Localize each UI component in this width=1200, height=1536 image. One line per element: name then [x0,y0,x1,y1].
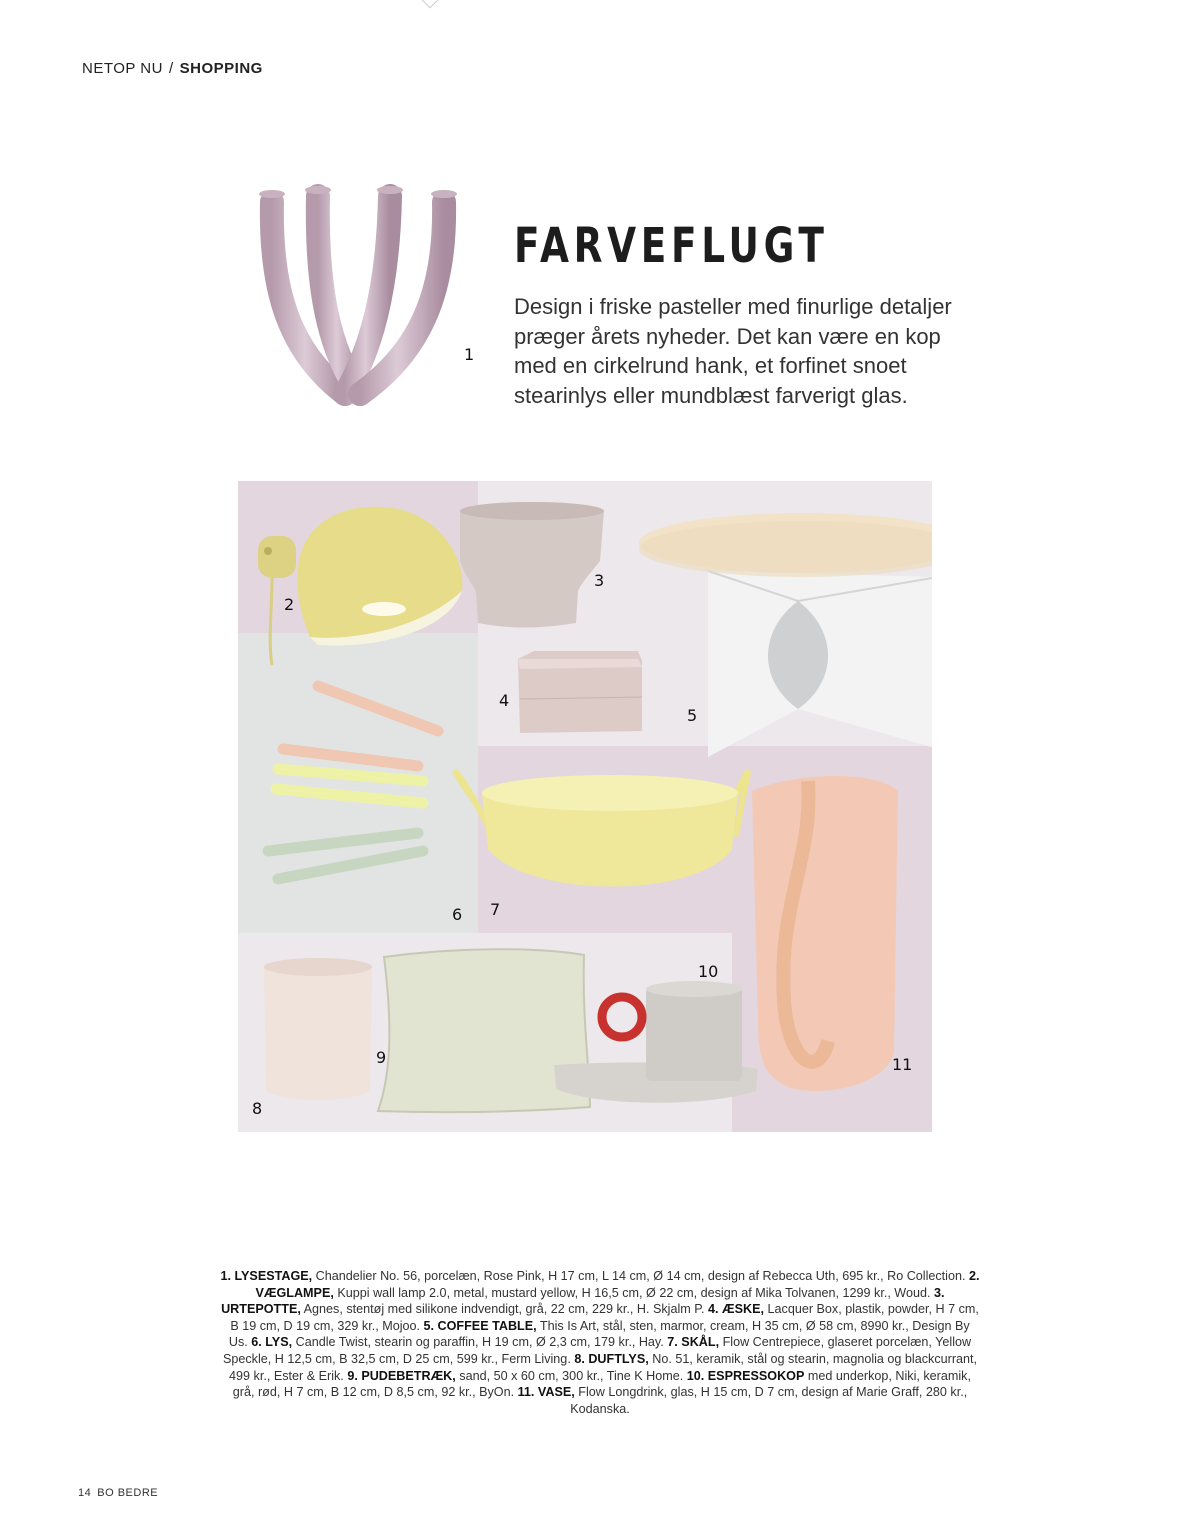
speckle-bowl-image [456,772,748,887]
item-number-1: 1 [464,345,475,364]
page-number: 14 [78,1487,92,1499]
credit-text: Flow Centrepiece, glaseret porcelæn, Yellow Speckle, H 12,5 cm, B 32,5 cm, D 25 cm, 599 kr., Ferm Living. [222,1335,972,1366]
twist-candles-image [268,686,438,879]
credit-text: sand, 50 x 60 cm, 300 kr., Tine K Home. [455,1368,687,1383]
credit-label: 2. VÆGLAMPE, [255,1269,980,1300]
credit-label: 6. LYS, [251,1335,293,1350]
scented-candle-image [264,958,372,1100]
breadcrumb-category: SHOPPING [179,60,263,77]
page-folio [78,1487,164,1499]
product-credits [220,1268,980,1417]
credit-text: Agnes, stentøj med silikone indvendigt, grå, 22 cm, 229 kr., H. Skjalm P. [300,1302,709,1317]
credit-text: Chandelier No. 56, porcelæn, Rose Pink, H 17 cm, L 14 cm, Ø 14 cm, design af Rebecca Uth, 695 kr., Ro Collection. [312,1269,969,1283]
item-number-9: 9 [376,1048,387,1067]
candelabra-image [250,182,480,418]
credit-text: This Is Art, stål, sten, marmor, cream, H 35 cm, Ø 58 cm, 8990 kr., Design By Us. [228,1318,970,1350]
breadcrumb [82,60,263,77]
credit-text: med underkop, Niki, keramik, grå, rød, H 7 cm, B 12 cm, D 8,5 cm, 92 kr., ByOn. [232,1368,971,1400]
item-number-6: 6 [452,905,463,924]
item-number-5: 5 [687,706,698,725]
longdrink-vase-image [752,776,898,1091]
credit-text: Candle Twist, stearin og paraffin, H 19 cm, Ø 2,3 cm, 179 kr., Hay. [292,1335,668,1350]
credit-label: 5. COFFEE TABLE, [423,1318,537,1333]
item-number-7: 7 [490,900,501,919]
credit-label: 10. ESPRESSOKOP [686,1368,805,1383]
credit-text: Lacquer Box, plastik, powder, H 7 cm, B 19 cm, D 19 cm, 329 kr., Mojoo. [230,1302,979,1333]
magazine-name: BO BEDRE [97,1487,159,1499]
lacquer-box-image [518,651,642,733]
credit-text: Flow Longdrink, glas, H 15 cm, D 7 cm, design af Marie Graff, 280 kr., Kodanska. [570,1385,968,1416]
page-marker [422,0,439,8]
credit-label: 1. LYSESTAGE, [220,1269,313,1283]
wall-lamp-image [258,507,462,665]
item-number-10: 10 [698,962,719,981]
article-title: FARVEFLUGT [514,218,829,274]
product-collage [238,481,932,1132]
breadcrumb-separator: / [168,60,174,77]
credit-text: Kuppi wall lamp 2.0, metal, mustard yellow, H 16,5 cm, Ø 22 cm, design af Mika Tolvanen, 1299 kr., Woud. [333,1285,934,1300]
plant-pot-image [460,502,604,628]
breadcrumb-section: NETOP NU [82,60,163,77]
credit-label: 9. PUDEBETRÆK, [347,1368,456,1383]
credit-label: 4. ÆSKE, [708,1302,765,1317]
item-number-8: 8 [252,1099,263,1118]
credit-text: No. 51, keramik, stål og stearin, magnolia og blackcurrant, 499 kr., Ester & Erik. [229,1351,978,1383]
item-number-3: 3 [594,571,605,590]
article-lead: Design i friske pasteller med finurlige detaljer præger årets nyheder. Det kan være en kop med en cirkelrund hank, et forfinet snoet stearinlys eller mundblæst farverigt glas. [514,294,952,408]
item-number-2: 2 [284,595,295,614]
collage-artwork [238,481,932,1132]
item-number-11: 11 [892,1055,913,1074]
credit-label: 7. SKÅL, [667,1335,720,1350]
credit-label: 11. VASE, [517,1385,575,1400]
coffee-table-image [639,513,932,757]
credit-label: 8. DUFTLYS, [574,1351,649,1366]
credit-label: 3. URTEPOTTE, [221,1285,945,1317]
item-number-4: 4 [499,691,510,710]
